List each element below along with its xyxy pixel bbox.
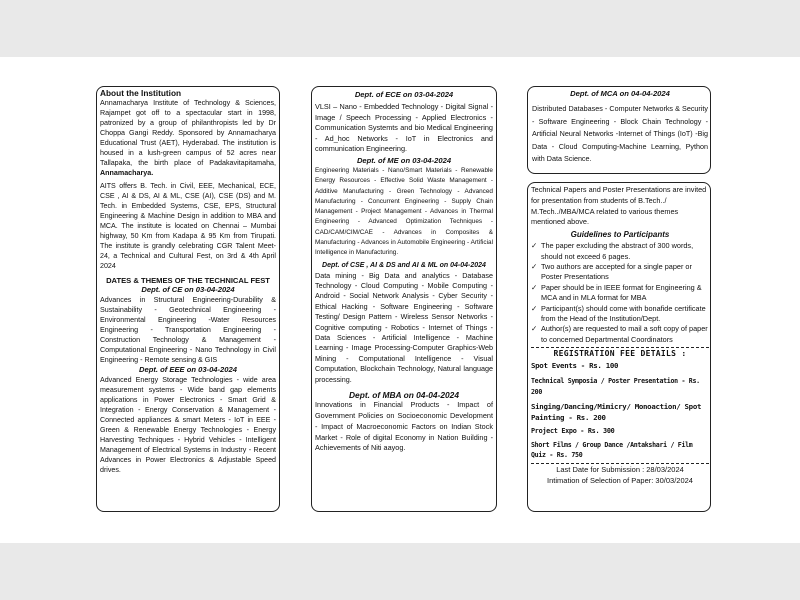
intimation-date: Intimation of Selection of Paper: 30/03/2024 bbox=[547, 475, 693, 485]
about-text-bold: Annamacharya. bbox=[100, 169, 154, 177]
ce-text: Advances in Structural Engineering-Durability & Sustainability - Geotechnical Engineering - Environmental Engineering -Water Resources Engineering - Transportation Engineering - Construction Technology & Management - Computational Engineering - Nano Technology in Civil Engineering - Remote sensing & GIS bbox=[100, 296, 276, 364]
mba-text: Innovations in Financial Products - Impact of Government Policies on Socioeconomic Development - Impact of Macroeconomic Factors on Indian Stock Market - Role of digital Economy in Nation Building - Achievements of Niti aayog. bbox=[315, 400, 493, 453]
check-icon: ✓ bbox=[531, 324, 538, 334]
aits-text: AITS offers B. Tech. in Civil, EEE, Mechanical, ECE, CSE , AI & DS, AI & ML, CSE (AI), CSE (DS) and M. Tech. in Embedded Systems, CSE, EPS, Structural Engineering & Machine Design in addition to MBA and MCA. The institute is located on Chennai – Mumbai highway, 50 Km from Kadapa & 95 Km from Tirupati. The institute is grandly celebrating CGR Talent Meet-24, a Technical and Cultural Fest, on 3rd & 4th April 2024 bbox=[100, 182, 276, 270]
me-text: Engineering Materials - Nano/Smart Materials - Renewable Energy Resources - Effective Solid Waste Management - Additive Manufacturing - Green Technology - Advanced Manufacturing - Concurrent Engineering - Supply Chain Management - Project Management - Advances in Thermal Engineering - Advanced Optimization Techniques - CAD/CAM/CIM/CAE - Advances in Composites & Manufacturing - Advances in Automobile Engineering - Artificial Intelligence in Manufacturing. bbox=[315, 166, 493, 257]
divider bbox=[531, 463, 709, 464]
guidelines-list bbox=[531, 241, 709, 345]
divider bbox=[531, 347, 709, 348]
eee-text: Advanced Energy Storage Technologies - wide area measurement systems - Wide band gap elements applications in Power Electronics - Smart Grid & Integration - Energy Conservation & Management - Connected appliances & smart Meters - IoT in EEE - Green & Renewable Energy Technologies - Energy Harvesting Techniques - Hybrid Vehicles - Intelligent Management of Electrical Systems in Industry - Recent Advances in Power Electronics & Adjustable Speed drives. bbox=[100, 376, 276, 474]
dates-title: DATES & THEMES OF THE TECHNICAL FEST bbox=[106, 276, 270, 285]
eee-title: Dept. of EEE on 03-04-2024 bbox=[139, 365, 237, 374]
mca-text: Distributed Databases - Computer Networks & Security - Software Engineering - Block Chain Technology - Artificial Neural Networks -Internet of Things (IoT) -Big Data - Cloud Computing-Machine Learning, Python with Data Science. bbox=[532, 104, 708, 163]
ece-text: VLSI – Nano - Embedded Technology - Digital Signal - Image / Speech Processing - Applied Electronics - Communication Systemts and bio Medical Engineering - Ad_hoc Networks - IoT in Electronics and communication Engineering. bbox=[315, 102, 493, 154]
me-title: Dept. of ME on 03-04-2024 bbox=[356, 155, 452, 165]
guideline-item: ✓ Paper should be in IEEE format for Engineering & MCA and in MLA format for MBA bbox=[531, 282, 702, 303]
cse-text: Data mining - Big Data and analytics - Database Technology - Cloud Computing - Mobile Computing - Android - Social Network Analysis - Cyber Security - Ethical Hacking - Software Engineering - Software Testing/ Design Pattern - Wireless Sensor Networks - Cognitive computing - Robotics - Internet of Things - Data Sciences - Artificial Intelligence - Machine Learning - Image Processing-Computer Graphics-Web Mining - Computational Intelligence - Visual Computation, Blockchain Technology, Natural language processing. bbox=[315, 270, 493, 384]
ece-title: Dept. of ECE on 03-04-2024 bbox=[354, 90, 454, 99]
check-icon: ✓ bbox=[531, 241, 538, 251]
column-themes bbox=[311, 86, 497, 512]
intro-text: Technical Papers and Poster Presentations are invited for presentation from students of B.Tech../ M.Tech../MBA/MCA related to various themes mentioned above. bbox=[531, 185, 707, 227]
guideline-item: ✓ Participant(s) should come with bonafide certificate from the Head of the Institution/Dept. bbox=[531, 303, 706, 324]
guidelines-title: Guidelines to Participants bbox=[570, 230, 670, 240]
fee-item: Project Expo - Rs. 300 bbox=[531, 427, 615, 436]
about-title: About the Institution bbox=[100, 88, 182, 98]
fee-item: Singing/Dancing/Mimicry/ Monoaction/ Spot Painting - Rs. 200 bbox=[531, 402, 702, 422]
guideline-item: ✓ Author(s) are requested to mail a soft copy of paper to concerned Departmental Coordinators bbox=[531, 324, 708, 344]
column-about bbox=[96, 86, 280, 512]
guideline-item: ✓ The paper excluding the abstract of 300 words, should not exceed 6 pages. bbox=[531, 241, 694, 261]
check-icon: ✓ bbox=[531, 282, 538, 292]
fee-item: Technical Symposia / Poster Presentation - Rs. 200 bbox=[531, 377, 700, 396]
cse-title: Dept. of CSE , AI & DS and AI & ML on 04-04-2024 bbox=[322, 261, 486, 269]
mca-title: Dept. of MCA on 04-04-2024 bbox=[570, 89, 670, 98]
check-icon: ✓ bbox=[531, 262, 538, 271]
ce-title: Dept. of CE on 03-04-2024 bbox=[141, 285, 235, 294]
last-date: Last Date for Submission : 28/03/2024 bbox=[556, 464, 684, 474]
fee-title: REGISTRATION FEE DETAILS : bbox=[553, 349, 687, 359]
mca-box bbox=[527, 86, 711, 174]
fee-item: Spot Events - Rs. 100 bbox=[531, 360, 619, 370]
guidelines-box bbox=[527, 182, 711, 512]
about-text-body: Annamacharya Institute of Technology & Sciences, Rajampet got off to a spectacular start in 1998, patronized by a group of philanthropists led by Dr Choppa Gangi Reddy. Sponsored by Annamacharya Educational Trust (AET), Hyderabad. The institution is housed in a lush-green campus of 52 acres near Tallapaka, the birth place of Padakavitapitamaha, bbox=[100, 99, 276, 167]
check-icon: ✓ bbox=[531, 303, 538, 313]
guideline-item: ✓ Two authors are accepted for a single paper or Poster Presentations bbox=[531, 262, 692, 282]
about-text bbox=[100, 98, 276, 178]
fee-item: Short Films / Group Dance /Antakshari / Film Quiz - Rs. 750 bbox=[531, 440, 693, 460]
mba-title: Dept. of MBA on 04-04-2024 bbox=[349, 390, 459, 401]
